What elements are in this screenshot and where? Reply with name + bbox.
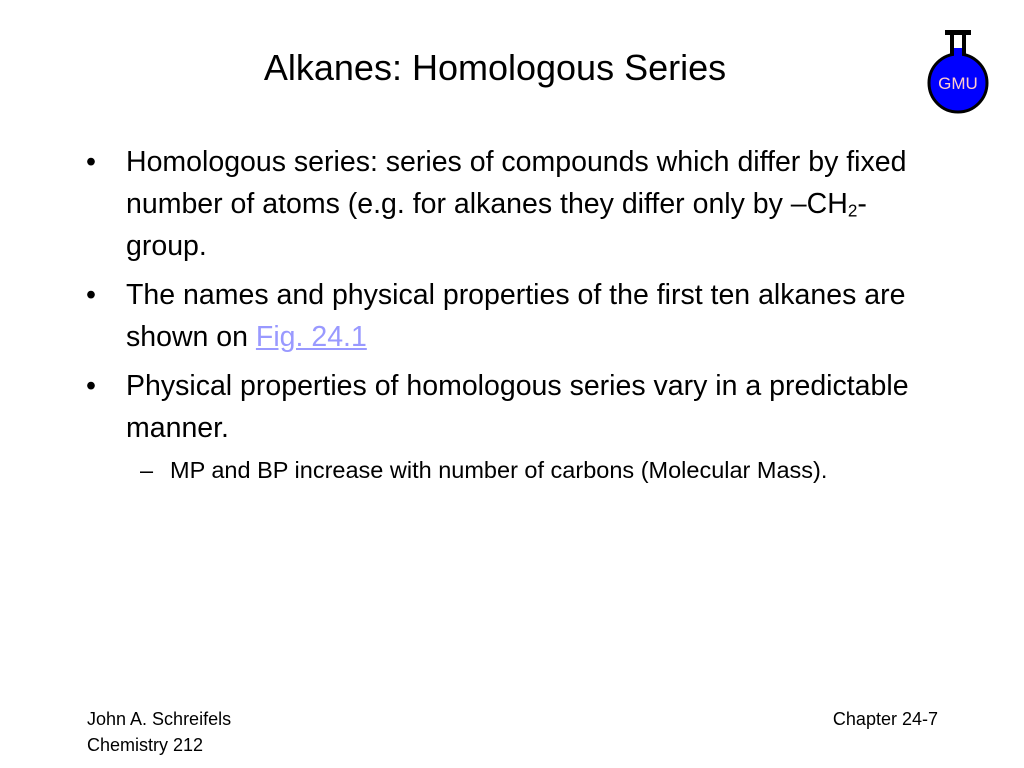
footer-author: John A. Schreifels [87,709,232,729]
footer-course: Chemistry 212 [87,735,204,755]
flask-neck-fill [954,48,962,60]
slide-body [84,141,954,487]
sub-bullet-marker: – [140,457,154,483]
footer-page-label: Chapter 24-7 [832,709,938,729]
footer-left [87,706,231,758]
bullet-item [84,365,954,449]
bullet-item [84,141,954,267]
fig-24-1-link[interactable]: Fig. 24.1 [255,321,367,353]
sub-bullet-text: MP and BP increase with number of carbons (Molecular Mass). [170,457,828,483]
flask-icon [926,28,990,114]
bullet-marker: • [86,279,96,311]
bullet-item [84,274,954,358]
flask-rim [945,30,971,35]
bullet-marker: • [86,146,96,178]
slide-title: Alkanes: Homologous Series [263,47,727,88]
sub-bullet-item [84,454,954,487]
bullet-text: The names and physical properties of the first ten alkanes are shown on [126,279,906,353]
bullet-text: Homologous series: series of compounds which differ by fixed number of atoms (e.g. for alkanes they differ only by –CH [126,146,907,220]
bullet-marker: • [86,370,96,402]
subscript: 2 [847,201,858,221]
bullet-text: Physical properties of homologous series vary in a predictable manner. [126,370,909,444]
logo-text: GMU [938,74,978,93]
bullet-text-continued: - group. [126,188,867,262]
